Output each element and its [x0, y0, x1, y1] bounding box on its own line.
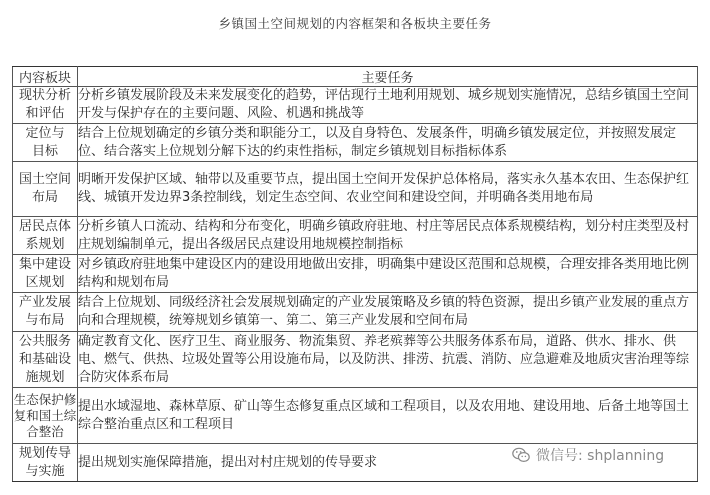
table-row: [13, 332, 698, 388]
row-task: 结合上位规划、同级经济社会发展规划确定的产业发展策略及乡镇的特色资源，提出乡镇产业发展的重点方向和合理规模，统筹规划乡镇第一、第二、第三产业发展和空间布局: [78, 293, 698, 332]
table-row: [13, 388, 698, 444]
row-category: 规划传导 与实施: [13, 444, 78, 482]
row-task: 结合上位规划确定的乡镇分类和职能分工，以及自身特色、发展条件，明确乡镇发展定位，并按照发展定位、结合落实上位规划分解下达的约束性指标，制定乡镇规划目标指标体系: [78, 124, 698, 162]
row-category: 生态保护修 复和国土综 合整治: [13, 388, 78, 444]
header-content-section: 内容板块: [13, 67, 78, 87]
row-category: 集中建设 区规划: [13, 255, 78, 293]
row-task: 确定教育文化、医疗卫生、商业服务、物流集贸、养老殡葬等公共服务体系布局，道路、供水、排水、供电、燃气、供热、垃圾处置等公用设施布局，以及防洪、排涝、抗震、消防、应急避难及地质灾害治理等综合防灾体系布局: [78, 332, 698, 388]
wechat-watermark: [512, 446, 664, 464]
row-task: 分析乡镇人口流动、结构和分布变化，明确乡镇政府驻地、村庄等居民点体系规模结构，划分村庄类型及村庄规划编制单元，提出各级居民点建设用地规模控制指标: [78, 217, 698, 255]
row-category: 定位与 目标: [13, 124, 78, 162]
row-category: 产业发展 与布局: [13, 293, 78, 332]
watermark-text: 微信号: shplanning: [536, 448, 665, 464]
table-row: [13, 217, 698, 255]
wechat-icon: [512, 447, 530, 463]
table-row: [13, 293, 698, 332]
row-category: 现状分析 和评估: [13, 87, 78, 124]
content-framework-table: [12, 66, 698, 482]
row-category: 公共服务 和基础设 施规划: [13, 332, 78, 388]
row-task: 提出规划实施保障措施，提出对村庄规划的传导要求: [78, 444, 698, 482]
row-task: 分析乡镇发展阶段及未来发展变化的趋势，评估现行土地利用规划、城乡规划实施情况，总结乡镇国土空间开发与保护存在的主要问题、风险、机遇和挑战等: [78, 87, 698, 124]
row-category: 居民点体 系规划: [13, 217, 78, 255]
row-task: 明晰开发保护区域、轴带以及重要节点，提出国土空间开发保护总体格局，落实永久基本农田、生态保护红线、城镇开发边界3条控制线，划定生态空间、农业空间和建设空间，并明确各类用地布局: [78, 162, 698, 217]
table-row: [13, 162, 698, 217]
row-task: 对乡镇政府驻地集中建设区内的建设用地做出安排，明确集中建设区范围和总规模，合理安排各类用地比例结构和规划布局: [78, 255, 698, 293]
row-task: 提出水域湿地、森林草原、矿山等生态修复重点区域和工程项目，以及农用地、建设用地、后备土地等国土综合整治重点区和工程项目: [78, 388, 698, 444]
table-title: 乡镇国土空间规划的内容框架和各板块主要任务: [218, 16, 492, 31]
table-header-row: [13, 67, 698, 87]
table-row: [13, 124, 698, 162]
table-row: [13, 255, 698, 293]
row-category: 国土空间 布局: [13, 162, 78, 217]
table-row: [13, 87, 698, 124]
header-main-tasks: 主要任务: [78, 67, 698, 87]
